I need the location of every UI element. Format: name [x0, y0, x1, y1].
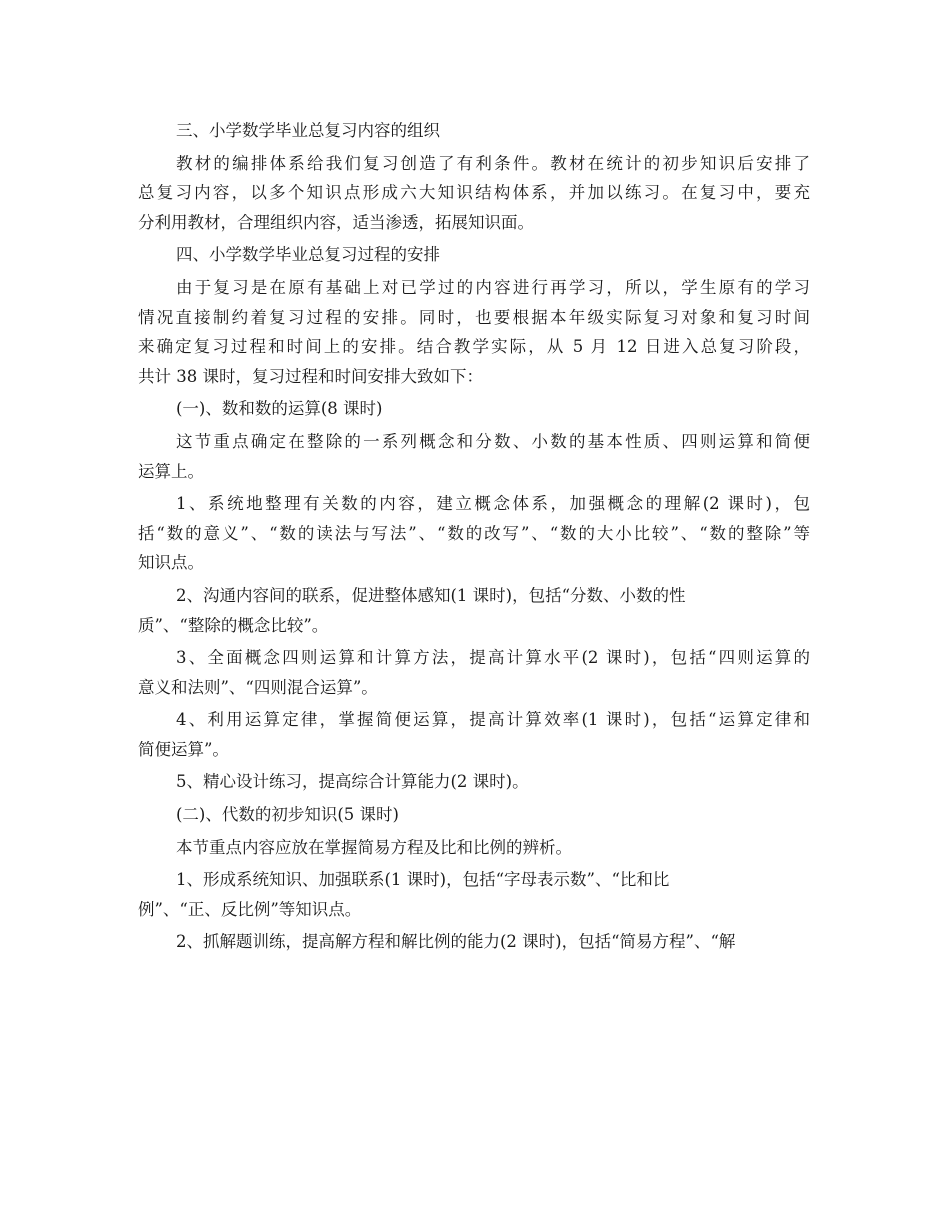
paragraph-line: 教材的编排体系给我们复习创造了有利条件。教材在统计的初步知识后安排了 — [176, 153, 810, 173]
paragraph-line: 情况直接制约着复习过程的安排。同时，也要根据本年级实际复习对象和复习时间 — [138, 307, 810, 327]
paragraph-line: 简便运算”。 — [138, 739, 229, 759]
paragraph-line: 四、小学数学毕业总复习过程的安排 — [176, 245, 440, 265]
document-body — [138, 116, 810, 957]
paragraph-line: 由于复习是在原有基础上对已学过的内容进行再学习，所以，学生原有的学习 — [176, 277, 810, 297]
paragraph-line: 括“数的意义”、“数的读法与写法”、“数的改写”、“数的大小比较”、“数的整除”等 — [138, 523, 810, 543]
paragraph-line: 来确定复习过程和时间上的安排。结合教学实际，从 5 月 12 日进入总复习阶段， — [138, 337, 810, 357]
paragraph — [138, 865, 810, 924]
paragraph — [138, 927, 810, 957]
paragraph-line: 2、沟通内容间的联系，促进整体感知(1 课时)，包括“分数、小数的性 — [176, 585, 686, 605]
paragraph — [138, 427, 810, 486]
paragraph-line: 例”、“正、反比例”等知识点。 — [138, 899, 362, 919]
paragraph-line: 3、全面概念四则运算和计算方法，提高计算水平(2 课时)，包括“四则运算的 — [176, 648, 810, 668]
paragraph-line: 本节重点内容应放在掌握简易方程及比和比例的辨析。 — [176, 837, 572, 857]
paragraph-line: 分利用教材，合理组织内容，适当渗透，拓展知识面。 — [138, 212, 534, 232]
document-page — [138, 116, 810, 957]
paragraph — [138, 643, 810, 702]
paragraph — [138, 705, 810, 764]
paragraph-line: 总复习内容，以多个知识点形成六大知识结构体系，并加以练习。在复习中，要充 — [138, 183, 810, 203]
paragraph-line: 意义和法则”、“四则混合运算”。 — [138, 677, 378, 697]
paragraph-line: 共计 38 课时，复习过程和时间安排大致如下： — [138, 366, 483, 386]
paragraph-line: 这节重点确定在整除的一系列概念和分数、小数的基本性质、四则运算和简便 — [176, 431, 810, 451]
paragraph-line: 1、系统地整理有关数的内容，建立概念体系，加强概念的理解(2 课时)，包 — [176, 494, 810, 514]
paragraph-line: 运算上。 — [138, 461, 204, 481]
paragraph — [138, 833, 810, 863]
paragraph-line: 5、精心设计练习，提高综合计算能力(2 课时)。 — [176, 772, 529, 792]
paragraph — [138, 767, 810, 797]
paragraph-line: 2、抓解题训练，提高解方程和解比例的能力(2 课时)，包括“简易方程”、“解 — [176, 932, 736, 952]
paragraph-line: 三、小学数学毕业总复习内容的组织 — [176, 121, 440, 140]
paragraph — [138, 394, 810, 424]
paragraph — [138, 116, 810, 146]
paragraph — [138, 800, 810, 830]
paragraph — [138, 149, 810, 238]
paragraph — [138, 489, 810, 578]
paragraph-line: 1、形成系统知识、加强联系(1 课时)，包括“字母表示数”、“比和比 — [176, 870, 670, 890]
paragraph-line: 质”、“整除的概念比较”。 — [138, 615, 329, 635]
paragraph-line: 4、利用运算定律，掌握简便运算，提高计算效率(1 课时)，包括“运算定律和 — [176, 710, 810, 730]
paragraph — [138, 581, 810, 640]
paragraph-line: (一)、数和数的运算(8 课时) — [176, 399, 383, 419]
paragraph-line: (二)、代数的初步知识(5 课时) — [176, 805, 399, 825]
paragraph-line: 知识点。 — [138, 553, 204, 573]
paragraph — [138, 273, 810, 391]
paragraph — [138, 240, 810, 270]
